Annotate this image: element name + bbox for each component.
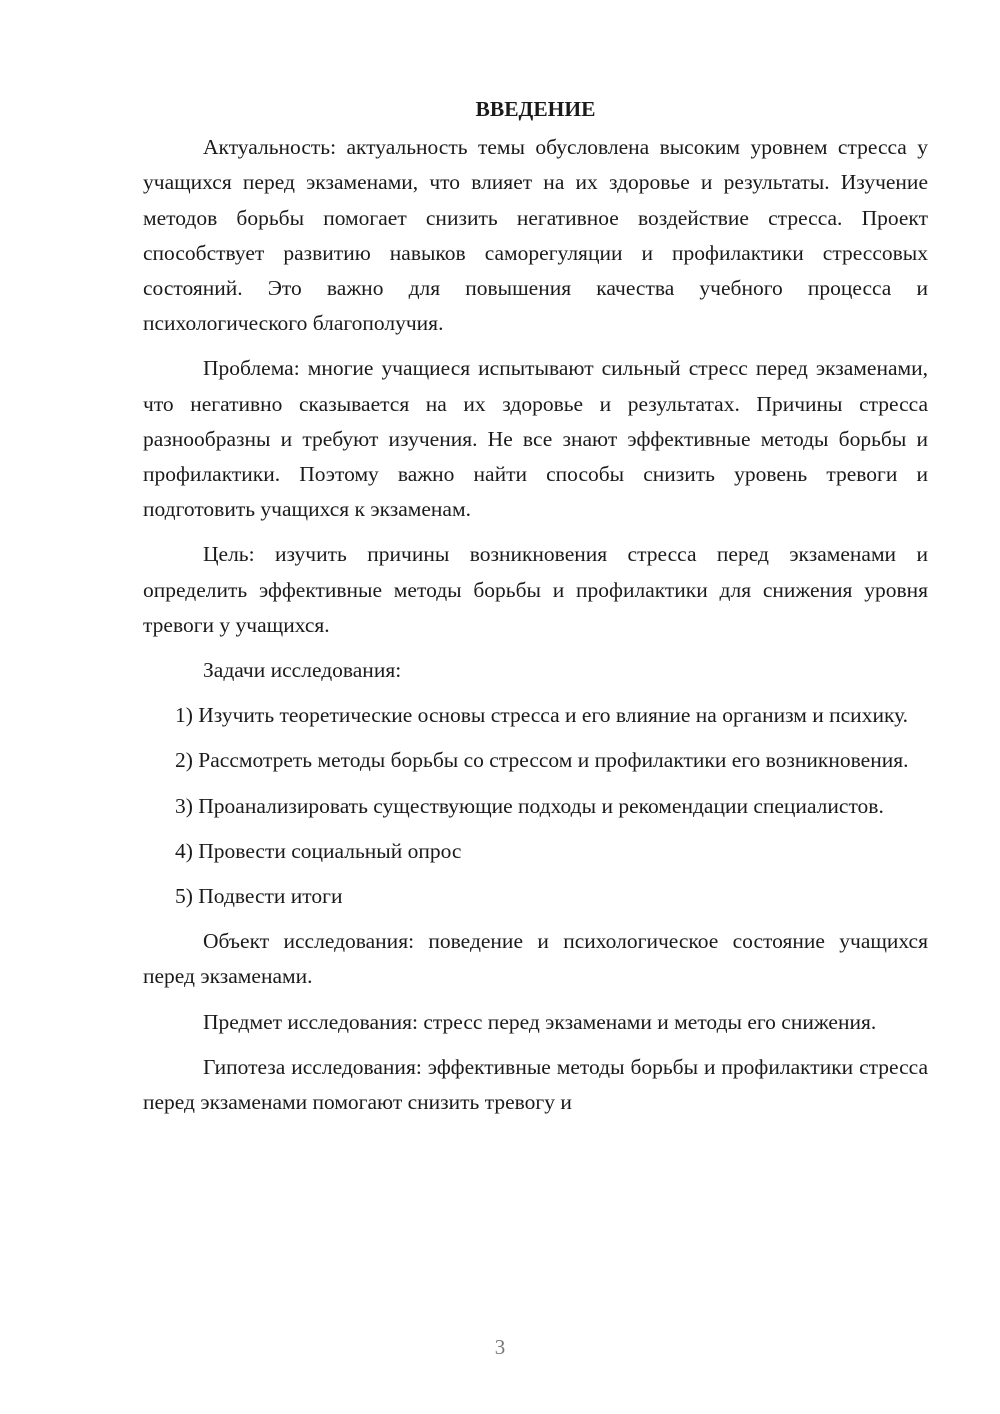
paragraph-problem: Проблема: многие учащиеся испытывают сильный стресс перед экзаменами, что негативно сказывается на их здоровье и результатах. Причины стресса разнообразны и требуют изучения. Не все знают эффективные методы борьбы и профилактики. Поэтому важно найти способы снизить уровень тревоги и подготовить учащихся к экзаменам.: [143, 356, 928, 522]
task-item-1: 1) Изучить теоретические основы стресса и его влияние на организм и психику.: [175, 703, 909, 728]
paragraph-tasks-heading: Задачи исследования:: [203, 658, 402, 683]
task-item-5: 5) Подвести итоги: [175, 884, 343, 909]
paragraph-relevance: Актуальность: актуальность темы обусловлена высоким уровнем стресса у учащихся перед экзаменами, что влияет на их здоровье и результаты. Изучение методов борьбы помогает снизить негативное воздействие стресса. Проект способствует развитию навыков саморегуляции и профилактики стрессовых состояний. Это важно для повышения качества учебного процесса и психологического благополучия.: [143, 135, 928, 336]
document-page: [143, 92, 928, 1130]
paragraph-goal: Цель: изучить причины возникновения стресса перед экзаменами и определить эффективные методы борьбы и профилактики для снижения уровня тревоги у учащихся.: [143, 542, 928, 637]
paragraph-hypothesis: Гипотеза исследования: эффективные методы борьбы и профилактики стресса перед экзаменами помогают снизить тревогу и: [143, 1054, 928, 1115]
page-number: 3: [494, 1335, 506, 1359]
task-item-3: 3) Проанализировать существующие подходы и рекомендации специалистов.: [175, 793, 884, 818]
paragraph-object: Объект исследования: поведение и психологическое состояние учащихся перед экзаменами.: [143, 929, 928, 989]
paragraph-subject: Предмет исследования: стресс перед экзаменами и методы его снижения.: [203, 1009, 877, 1034]
task-item-2: 2) Рассмотреть методы борьбы со стрессом и профилактики его возникновения.: [175, 748, 909, 773]
section-title: ВВЕДЕНИЕ: [475, 97, 596, 121]
task-item-4: 4) Провести социальный опрос: [175, 838, 462, 863]
